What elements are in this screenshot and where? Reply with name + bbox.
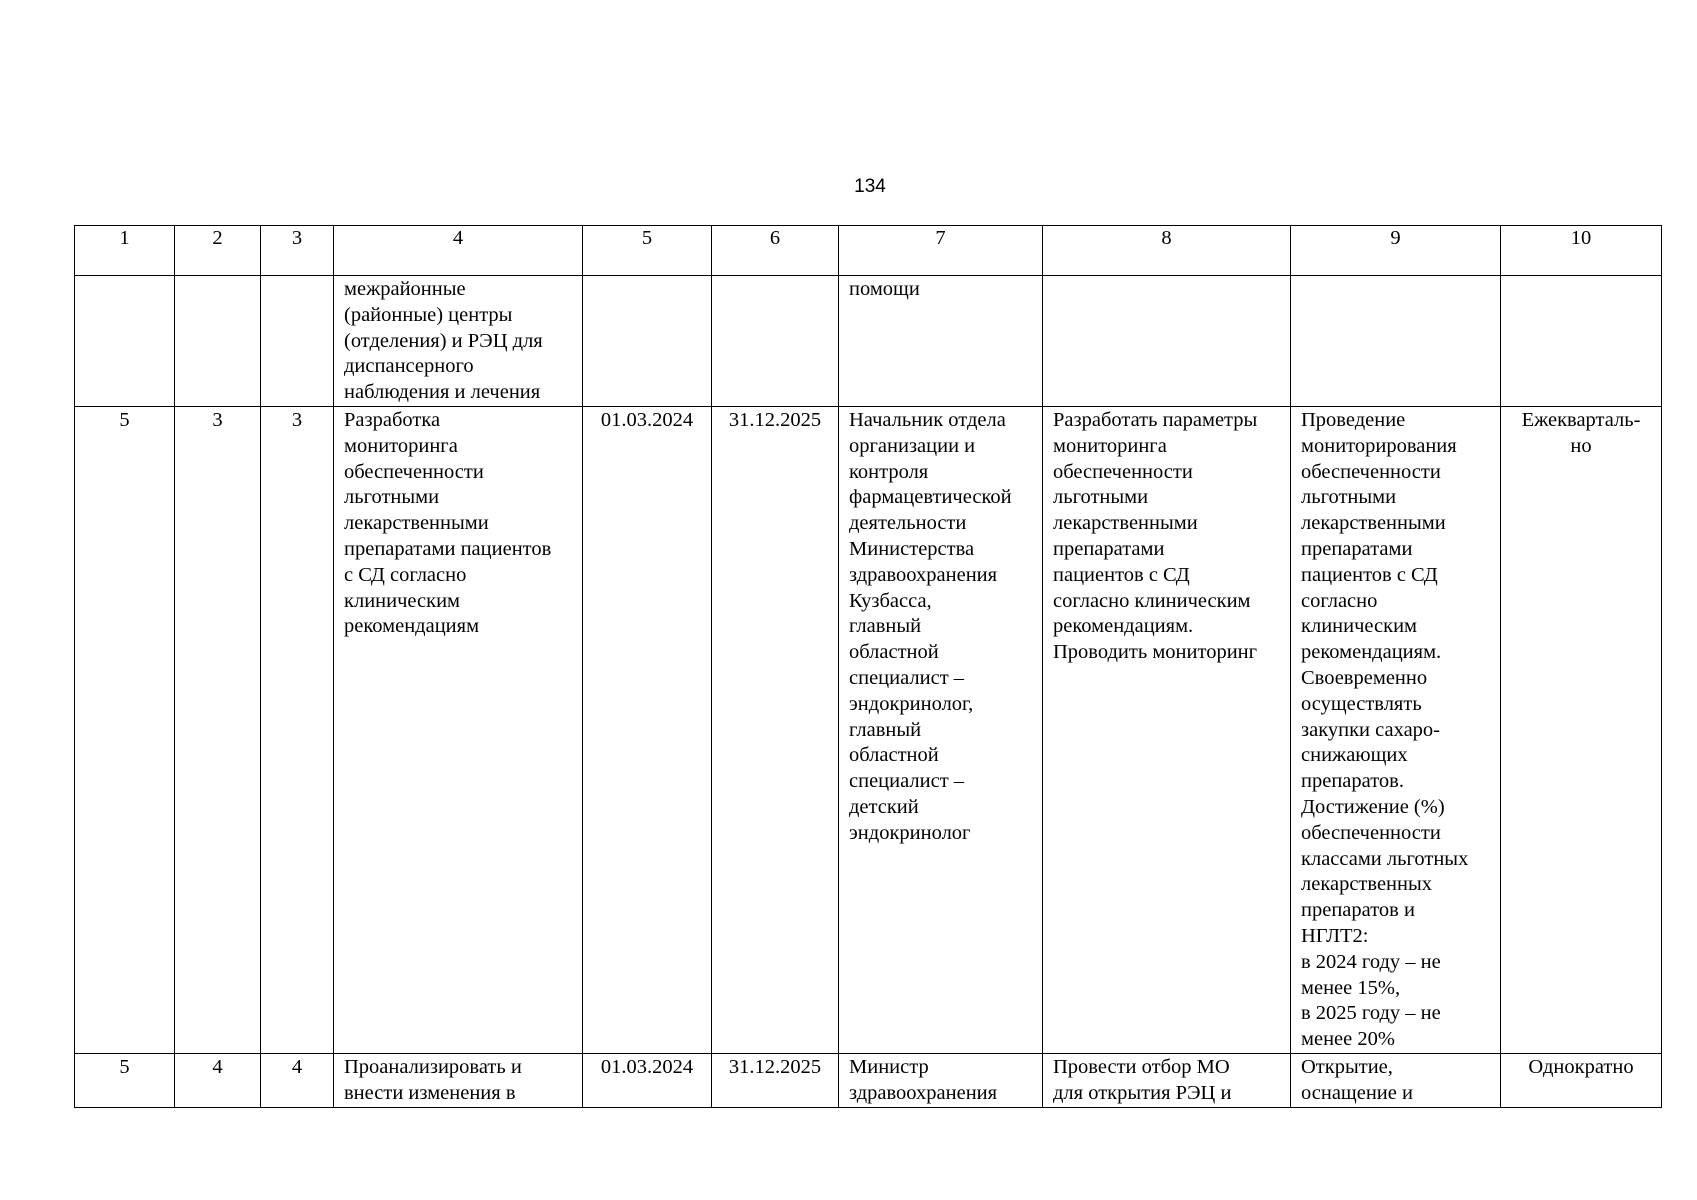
table-row xyxy=(75,276,1662,407)
table-cell xyxy=(583,406,712,1053)
table-header-cell: 7 xyxy=(839,226,1043,276)
cell-text: 01.03.2024 xyxy=(600,408,694,431)
table-cell xyxy=(1501,406,1662,1053)
table-header-cell: 6 xyxy=(712,226,839,276)
table-header-cell: 9 xyxy=(1291,226,1501,276)
cell-text: 5 xyxy=(119,1055,130,1078)
table-cell xyxy=(1501,276,1662,407)
table-row xyxy=(75,1053,1662,1107)
table-cell xyxy=(334,1053,583,1107)
cell-text: 4 xyxy=(212,1055,223,1078)
cell-text: 4 xyxy=(291,1055,303,1078)
cell-text: Открытие, оснащение и xyxy=(1301,1055,1413,1104)
table-cell xyxy=(334,276,583,407)
cell-text: 01.03.2024 xyxy=(600,1055,694,1078)
cell-text: Разработка мониторинга обеспеченности льготными лекарственными препаратами пациентов с СД согласно клиническим рекомендациям xyxy=(344,408,552,638)
table-cell xyxy=(712,406,839,1053)
table-cell xyxy=(839,1053,1043,1107)
page-number: 134 xyxy=(854,176,886,197)
table-cell xyxy=(712,276,839,407)
table-cell xyxy=(261,276,334,407)
cell-text: 3 xyxy=(291,408,303,431)
table-row xyxy=(75,406,1662,1053)
table-cell xyxy=(583,276,712,407)
cell-text: межрайонные (районные) центры (отделения) и РЭЦ для диспансерного наблюдения и лечения xyxy=(344,278,543,404)
cell-text: 31.12.2025 xyxy=(728,408,822,431)
table-cell xyxy=(1291,406,1501,1053)
table-cell xyxy=(75,276,175,407)
table-cell xyxy=(712,1053,839,1107)
table-cell xyxy=(839,276,1043,407)
table-header-cell: 8 xyxy=(1043,226,1291,276)
cell-text: Однократно xyxy=(1528,1055,1634,1078)
table-cell xyxy=(1291,1053,1501,1107)
table-header-cell: 5 xyxy=(583,226,712,276)
table-header-cell: 1 xyxy=(75,226,175,276)
table-cell xyxy=(261,406,334,1053)
cell-text: Ежекварталь- но xyxy=(1521,408,1641,457)
table-header-cell: 2 xyxy=(175,226,261,276)
cell-text: 31.12.2025 xyxy=(728,1055,822,1078)
table-cell xyxy=(839,406,1043,1053)
table-cell xyxy=(75,406,175,1053)
cell-text: Начальник отдела организации и контроля фармацевтической деятельности Министерства здравоохранения Кузбасса, главный областной специалист – эндокринолог, главный областной специалист – детский эндокринолог xyxy=(849,408,1012,844)
cell-text: Проанализировать и внести изменения в xyxy=(344,1055,522,1104)
table-cell xyxy=(175,1053,261,1107)
cell-text: 3 xyxy=(212,408,223,431)
cell-text: Разработать параметры мониторинга обеспеченности льготными лекарственными препаратами пациентов с СД согласно клиническим рекомендациям. Проводить мониторинг xyxy=(1053,408,1258,664)
table-cell xyxy=(1043,406,1291,1053)
table-header-row xyxy=(75,226,1662,276)
cell-text: Проведение мониторирования обеспеченности льготными лекарственными препаратами пациентов с СД согласно клиническим рекомендациям. Своевременно осуществлять закупки сахаро- снижающих препаратов. Достижение (%) обеспеченности классами льготных лекарственных препаратов и НГЛТ2: в 2024 году – не менее 15%, в 2025 году – не менее 20% xyxy=(1301,408,1469,1051)
table-cell xyxy=(1501,1053,1662,1107)
plan-table xyxy=(74,225,1662,1108)
table-header-cell: 4 xyxy=(334,226,583,276)
table-cell xyxy=(1043,276,1291,407)
cell-text: помощи xyxy=(849,278,920,300)
table-cell xyxy=(261,1053,334,1107)
table-cell xyxy=(75,1053,175,1107)
table-cell xyxy=(583,1053,712,1107)
table-cell xyxy=(334,406,583,1053)
cell-text: Министр здравоохранения xyxy=(849,1055,998,1104)
table-cell xyxy=(175,406,261,1053)
table-cell xyxy=(175,276,261,407)
table-cell xyxy=(1291,276,1501,407)
cell-text: Провести отбор МО для открытия РЭЦ и xyxy=(1053,1055,1232,1104)
table-cell xyxy=(1043,1053,1291,1107)
table-header-cell: 10 xyxy=(1501,226,1662,276)
table-header-cell: 3 xyxy=(261,226,334,276)
cell-text: 5 xyxy=(119,408,130,431)
